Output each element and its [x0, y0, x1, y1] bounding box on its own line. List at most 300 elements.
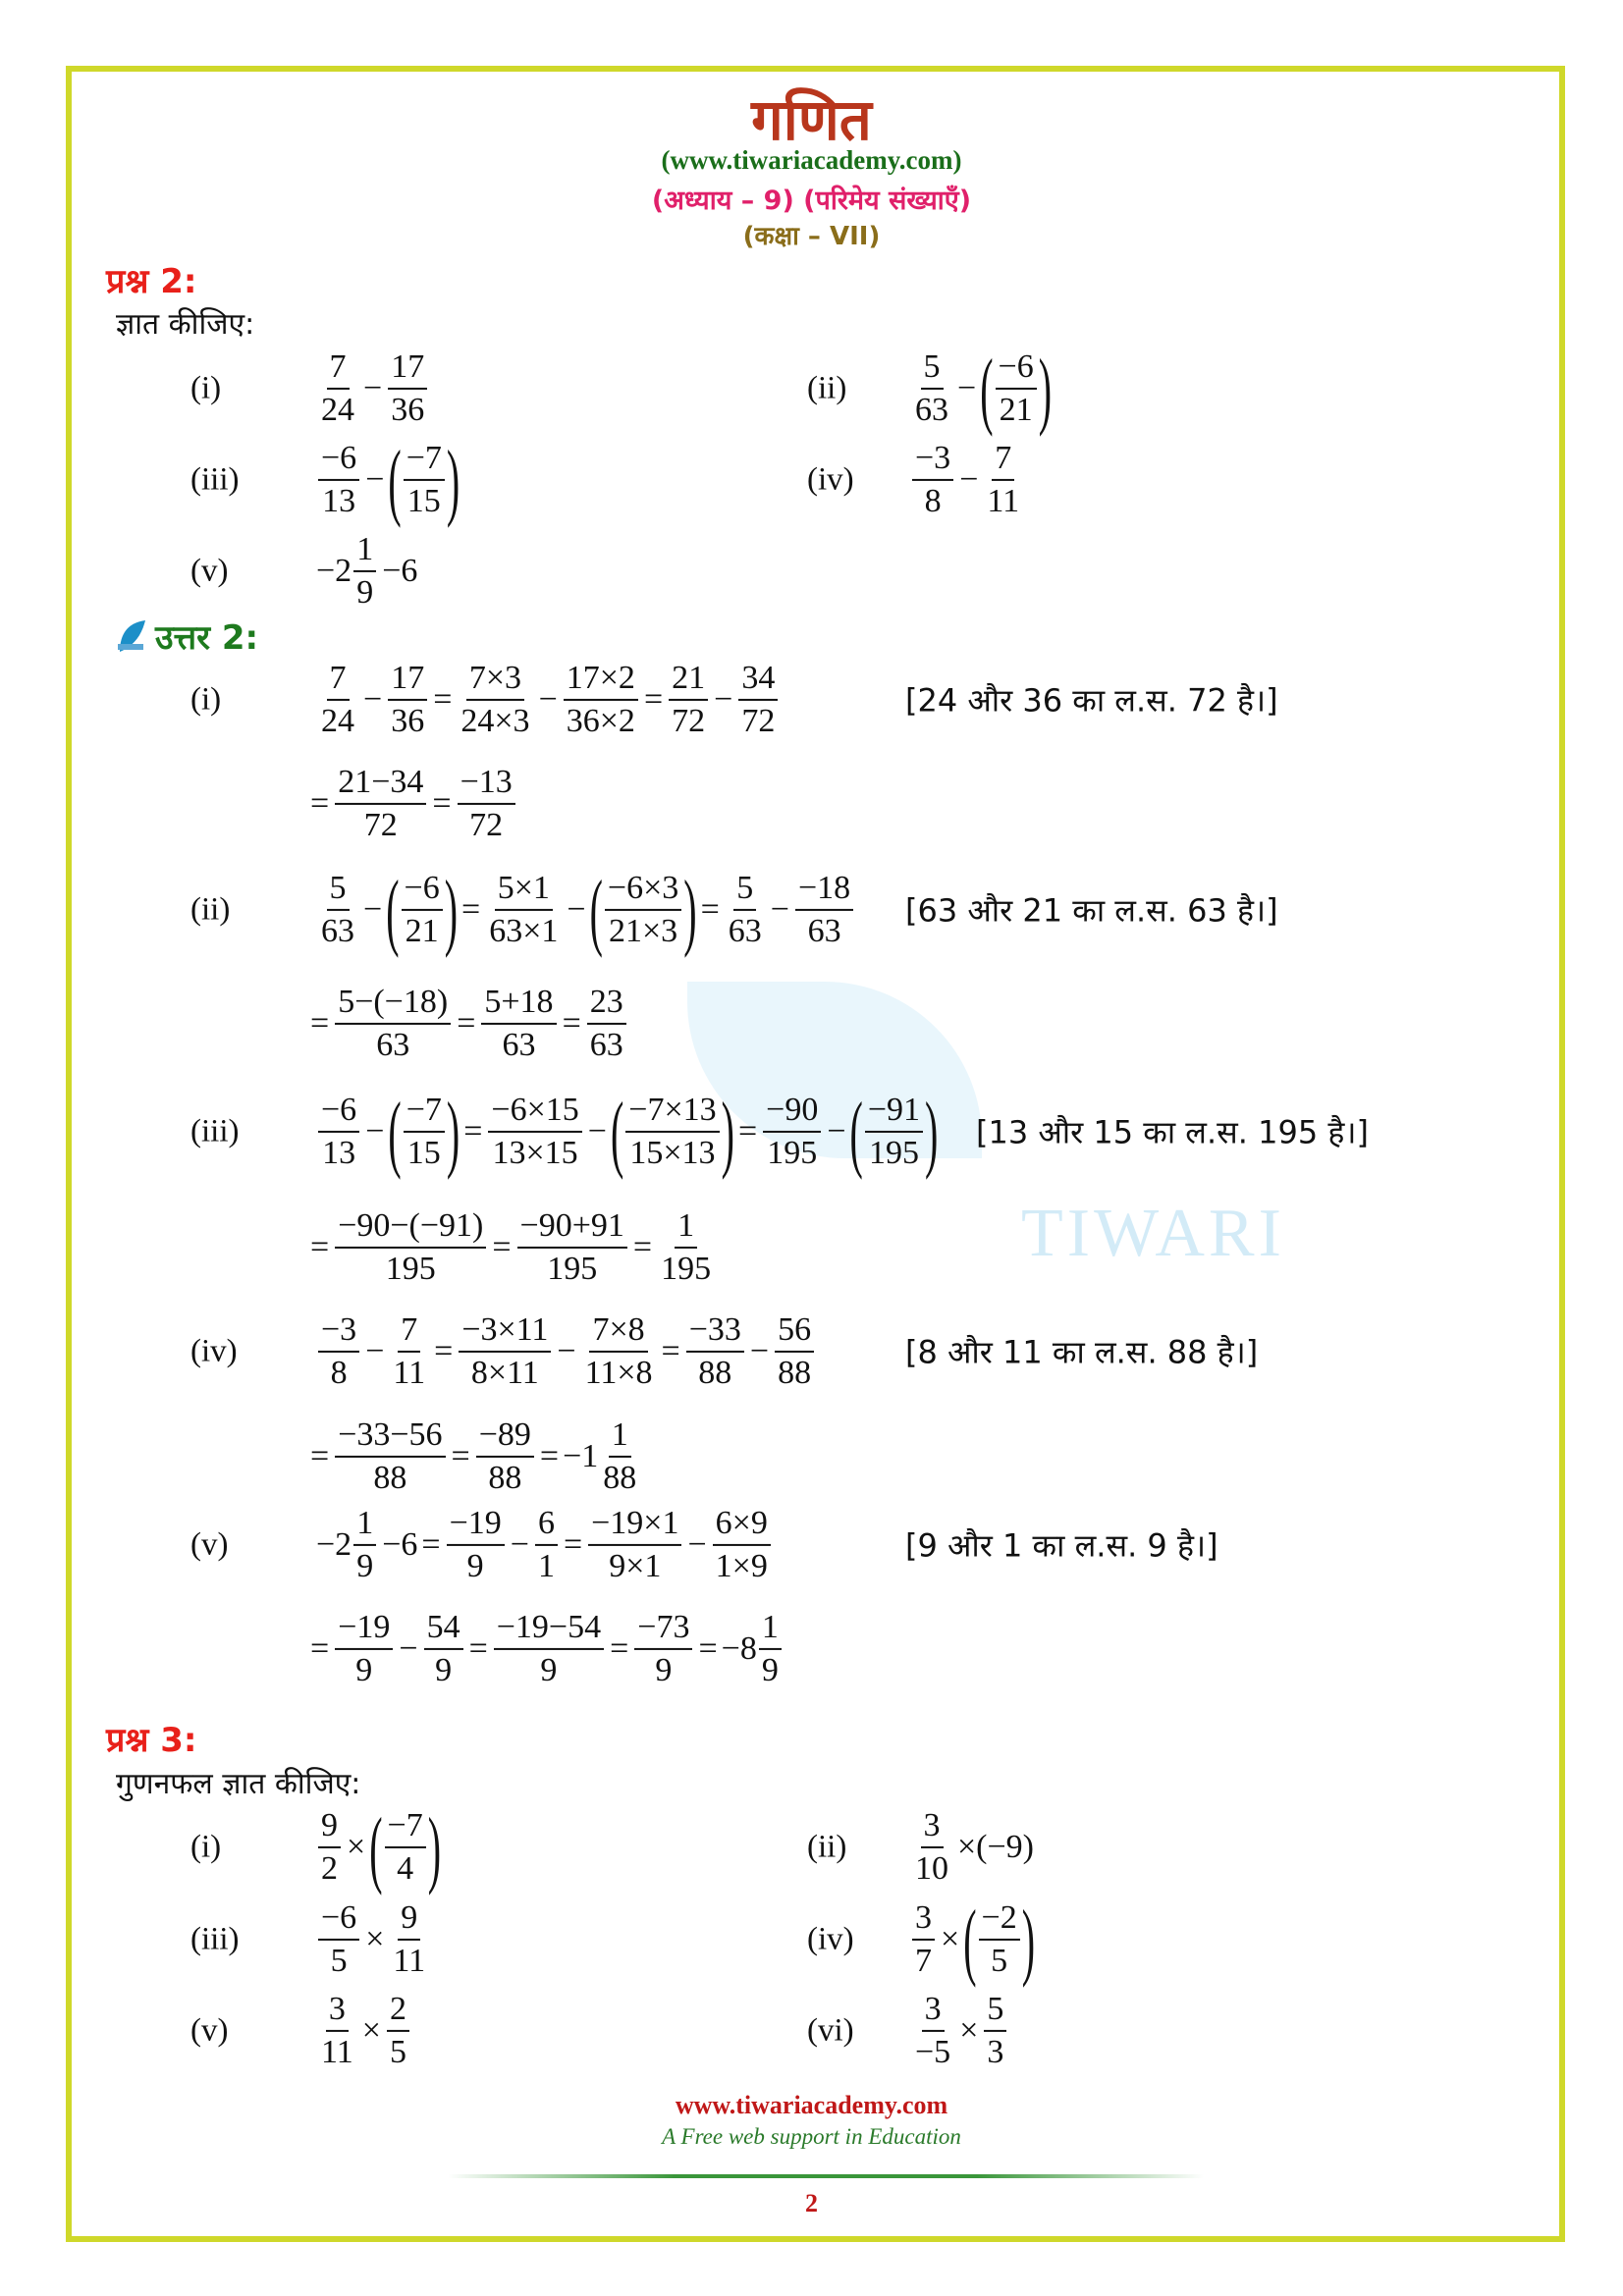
question-item-number: (v): [190, 553, 229, 589]
question-item: [316, 531, 417, 612]
math-operator: −: [827, 1113, 846, 1149]
numerator: 5: [984, 1991, 1006, 2032]
numerator: 1: [759, 1609, 782, 1650]
mixed-number: [316, 1505, 378, 1585]
denominator: −5: [915, 2034, 951, 2070]
fraction: [316, 1092, 361, 1172]
question-item: [316, 431, 460, 529]
numerator: 34: [738, 660, 778, 701]
math-expression: [316, 1899, 430, 1980]
parenthesized-fraction: [589, 861, 697, 959]
parenthesized-fraction: [369, 1798, 442, 1896]
parenthesized-fraction: [610, 1083, 734, 1181]
math-operator: −: [557, 1333, 576, 1369]
math-operator: =: [737, 1113, 758, 1149]
question-item: [910, 1891, 1036, 1989]
math-operator: =: [310, 1229, 330, 1265]
numerator: 5−(−18): [335, 984, 451, 1025]
denominator: 8: [924, 483, 942, 519]
fraction: [316, 348, 359, 429]
parenthesized-fraction: [388, 431, 460, 529]
numerator: 2: [387, 1991, 409, 2032]
fraction: [474, 1416, 536, 1497]
math-operator: =: [610, 1630, 629, 1667]
denominator: 88: [778, 1355, 812, 1391]
numerator: 7×8: [589, 1311, 647, 1353]
math-operator: =: [492, 1229, 512, 1265]
numerator: −73: [634, 1609, 692, 1650]
math-operator: ×(−9): [957, 1829, 1034, 1865]
numerator: −6×15: [488, 1092, 581, 1133]
denominator: 9: [356, 574, 374, 611]
question-item: [910, 1991, 1008, 2071]
denominator: 63: [807, 913, 841, 949]
math-operator: −6: [382, 1526, 418, 1563]
math-expression: [310, 1416, 641, 1497]
fraction: [486, 1092, 583, 1172]
fraction: [773, 1311, 816, 1392]
mixed-number: [563, 1416, 641, 1497]
numerator: −19−54: [494, 1609, 604, 1650]
numerator: 23: [587, 984, 626, 1025]
denominator: 11: [393, 1355, 426, 1391]
fraction: [711, 1505, 773, 1585]
numerator: 21: [669, 660, 708, 701]
denominator: 88: [698, 1355, 732, 1391]
math-expression: [310, 1609, 784, 1689]
math-operator: ×: [959, 2012, 979, 2049]
fraction: [333, 1609, 395, 1689]
numerator: 21−34: [335, 764, 426, 805]
answer-item-number: (iv): [190, 1333, 238, 1369]
left-paren: (: [388, 1083, 402, 1181]
denominator: 72: [741, 703, 776, 739]
denominator: 8×11: [470, 1355, 539, 1391]
math-operator: =: [457, 1005, 476, 1041]
math-operator: =: [451, 1438, 470, 1474]
left-paren: (: [963, 1891, 977, 1989]
question-item-number: (i): [190, 370, 222, 406]
denominator: 11: [987, 483, 1020, 519]
math-operator: =: [700, 891, 720, 928]
whole-part: −1: [563, 1438, 599, 1474]
math-operator: =: [433, 681, 453, 718]
fraction: [982, 440, 1024, 520]
denominator: 63: [728, 913, 762, 949]
question-item-number: (vi): [807, 2012, 854, 2049]
denominator: 5: [330, 1943, 348, 1979]
fraction: [386, 660, 429, 740]
fraction: [456, 764, 517, 844]
question-item-number: (v): [190, 2012, 229, 2049]
fraction: [456, 660, 534, 740]
right-paren: ): [721, 1083, 734, 1181]
denominator: 195: [767, 1135, 818, 1171]
fraction: [333, 1416, 447, 1497]
math-operator: −: [538, 681, 558, 718]
question-item-number: (iv): [807, 1921, 854, 1957]
denominator: 13×15: [492, 1135, 578, 1171]
denominator: 21: [999, 392, 1033, 428]
question-item: [316, 348, 429, 429]
question-item-number: (iii): [190, 1921, 240, 1957]
math-expression: [316, 1505, 773, 1585]
fraction: [585, 984, 628, 1064]
denominator: 11×8: [584, 1355, 653, 1391]
answer-line: [316, 1083, 939, 1181]
math-operator: −: [714, 681, 733, 718]
denominator: 3: [987, 2034, 1004, 2070]
denominator: 5: [389, 2034, 406, 2070]
math-expression: [316, 1083, 939, 1181]
numerator: −89: [476, 1416, 534, 1458]
math-operator: −: [363, 891, 383, 928]
class-label: (कक्षा – VII): [742, 222, 881, 251]
math-expression: [316, 431, 460, 529]
fraction: [598, 1416, 641, 1497]
denominator: 72: [672, 703, 706, 739]
denominator: 9: [355, 1652, 373, 1688]
denominator: 195: [661, 1251, 712, 1287]
fraction: [761, 1092, 823, 1172]
math-operator: −: [365, 1113, 385, 1149]
denominator: 9×1: [609, 1548, 662, 1584]
math-operator: =: [310, 1630, 330, 1667]
fraction: [515, 1207, 629, 1288]
fraction: [352, 1505, 378, 1585]
fraction: [385, 1991, 411, 2071]
fraction: [623, 1092, 721, 1172]
numerator: −3: [912, 440, 953, 481]
fraction: [667, 660, 710, 740]
fraction: [910, 1991, 955, 2071]
parenthesized-fraction: [849, 1083, 939, 1181]
right-paren: ): [446, 431, 460, 529]
math-operator: ×: [361, 2012, 381, 2049]
watermark-text: TIWARI: [1021, 1196, 1285, 1271]
denominator: 195: [385, 1251, 436, 1287]
answer-item-number: (i): [190, 681, 222, 718]
math-expression: [910, 1991, 1008, 2071]
math-operator: =: [434, 1333, 454, 1369]
numerator: −13: [458, 764, 515, 805]
left-paren: (: [369, 1798, 383, 1896]
fraction: [603, 870, 683, 950]
right-paren: ): [683, 861, 697, 959]
fraction: [757, 1609, 784, 1689]
numerator: −19×1: [588, 1505, 681, 1546]
denominator: 11: [321, 2034, 353, 2070]
numerator: 1: [353, 1505, 376, 1546]
denominator: 15: [406, 1135, 441, 1171]
parenthesized-fraction: [388, 1083, 460, 1181]
math-operator: −: [770, 891, 789, 928]
numerator: 1: [353, 531, 376, 572]
numerator: 6: [535, 1505, 558, 1546]
math-expression: [310, 764, 517, 844]
fraction: [484, 870, 563, 950]
fraction: [994, 348, 1039, 429]
fraction: [910, 348, 953, 429]
denominator: 1: [537, 1548, 555, 1584]
numerator: −6: [318, 1899, 359, 1941]
lcm-note: [63 और 21 का ल.स. 63 है।]: [905, 891, 1278, 930]
numerator: 17×2: [564, 660, 638, 701]
fraction: [316, 1311, 361, 1392]
fraction: [333, 984, 453, 1064]
fraction: [333, 1207, 488, 1288]
left-paren: (: [386, 861, 400, 959]
fraction: [316, 1899, 361, 1980]
math-operator: −: [365, 1333, 385, 1369]
question-item: [316, 1899, 430, 1980]
math-operator: −: [399, 1630, 418, 1667]
math-operator: =: [661, 1333, 680, 1369]
denominator: 9: [655, 1652, 673, 1688]
denominator: 15: [406, 483, 441, 519]
denominator: 63: [915, 392, 948, 428]
math-operator: ×: [347, 1829, 366, 1865]
math-expression: [316, 1798, 442, 1896]
denominator: 36: [391, 392, 425, 428]
fraction: [977, 1899, 1022, 1980]
fraction: [724, 870, 767, 950]
math-expression: [310, 1207, 716, 1288]
numerator: −19: [335, 1609, 393, 1650]
fraction: [316, 1807, 343, 1888]
fraction: [388, 1311, 430, 1392]
math-operator: =: [310, 1438, 330, 1474]
math-operator: =: [563, 1526, 583, 1563]
denominator: 63×1: [489, 913, 559, 949]
numerator: 1: [609, 1416, 631, 1458]
numerator: −3: [318, 1311, 359, 1353]
numerator: 9: [318, 1807, 341, 1848]
numerator: −3×11: [459, 1311, 551, 1353]
lcm-note: [13 और 15 का ल.स. 195 है।]: [976, 1113, 1369, 1151]
chapter-title: (अध्याय – 9) (परिमेय संख्याएँ): [651, 186, 972, 216]
mixed-number: [316, 531, 378, 612]
answer-line: [310, 984, 628, 1064]
answer-2-heading: [116, 614, 258, 659]
math-expression: [316, 1311, 816, 1392]
numerator: 5: [921, 348, 944, 390]
numerator: 7: [992, 440, 1014, 481]
math-operator: =: [310, 1005, 330, 1041]
numerator: 7: [327, 660, 350, 701]
math-operator: −: [687, 1526, 707, 1563]
right-paren: ): [925, 1083, 939, 1181]
numerator: −90+91: [517, 1207, 627, 1249]
numerator: −6: [318, 440, 359, 481]
denominator: 63: [502, 1027, 536, 1063]
answer-item-number: (v): [190, 1526, 229, 1563]
denominator: 63: [321, 913, 354, 949]
numerator: −33: [686, 1311, 744, 1353]
denominator: 9: [540, 1652, 558, 1688]
math-expression: [316, 531, 417, 612]
denominator: 13: [322, 1135, 356, 1171]
math-expression: [910, 340, 1053, 438]
fraction: [736, 660, 780, 740]
question-item: [316, 1991, 411, 2071]
fraction: [352, 531, 378, 612]
fraction: [479, 984, 558, 1064]
math-operator: =: [562, 1005, 581, 1041]
denominator: 7: [915, 1943, 932, 1979]
fraction: [402, 440, 447, 520]
answer-2-label: उत्तर 2:: [155, 618, 259, 658]
fraction: [863, 1092, 925, 1172]
fraction: [586, 1505, 683, 1585]
numerator: 54: [424, 1609, 463, 1650]
math-operator: −: [959, 461, 979, 498]
denominator: 88: [373, 1460, 407, 1496]
math-operator: =: [632, 1229, 653, 1265]
left-paren: (: [610, 1083, 624, 1181]
math-operator: =: [698, 1630, 718, 1667]
page-title: गणित: [751, 86, 872, 153]
numerator: −7: [404, 440, 445, 481]
denominator: 13: [322, 483, 356, 519]
math-operator: −: [957, 370, 977, 406]
page-number: 2: [805, 2189, 818, 2217]
numerator: 5×1: [495, 870, 553, 911]
math-expression: [316, 1991, 411, 2071]
math-operator: −: [567, 891, 586, 928]
footer-divider: [448, 2174, 1204, 2178]
whole-part: −2: [316, 553, 352, 589]
math-operator: =: [539, 1438, 560, 1474]
answer-line: [316, 1311, 816, 1392]
fraction: [656, 1207, 716, 1288]
fraction: [333, 764, 428, 844]
denominator: 15×13: [629, 1135, 716, 1171]
math-operator: −: [587, 1113, 607, 1149]
fraction: [316, 440, 361, 520]
fraction: [684, 1311, 746, 1392]
whole-part: −2: [316, 1526, 352, 1563]
numerator: 5: [733, 870, 756, 911]
answer-line: [310, 1207, 716, 1288]
right-paren: ): [1021, 1891, 1036, 1989]
footer-url[interactable]: www.tiwariacademy.com: [675, 2091, 948, 2119]
answer-line: [316, 1505, 773, 1585]
answer-line: [310, 764, 517, 844]
numerator: 7×3: [466, 660, 524, 701]
fraction: [982, 1991, 1008, 2071]
denominator: 21: [405, 913, 439, 949]
fraction: [402, 1092, 447, 1172]
fraction: [910, 1807, 953, 1888]
question-item: [910, 340, 1053, 438]
question-item-number: (i): [190, 1829, 222, 1865]
question-item: [910, 1807, 1034, 1888]
denominator: 5: [991, 1943, 1008, 1979]
denominator: 24: [321, 703, 354, 739]
numerator: −7: [385, 1807, 426, 1848]
numerator: −90−(−91): [335, 1207, 486, 1249]
denominator: 9: [435, 1652, 453, 1688]
question-item: [316, 1798, 442, 1896]
answer-line: [310, 1416, 641, 1497]
math-operator: −: [363, 370, 383, 406]
denominator: 195: [868, 1135, 919, 1171]
fraction: [386, 348, 429, 429]
fraction: [316, 660, 359, 740]
fraction: [910, 440, 955, 520]
math-operator: =: [432, 785, 452, 822]
fraction: [562, 660, 640, 740]
fraction: [457, 1311, 553, 1392]
denominator: 195: [547, 1251, 598, 1287]
math-operator: ×: [365, 1921, 385, 1957]
denominator: 9: [356, 1548, 374, 1584]
numerator: −91: [865, 1092, 923, 1133]
denominator: 36: [391, 703, 425, 739]
question-item-number: (ii): [807, 370, 847, 406]
mixed-number: [722, 1609, 784, 1689]
math-operator: =: [310, 785, 330, 822]
parenthesized-fraction: [963, 1891, 1036, 1989]
denominator: 63: [376, 1027, 410, 1063]
fraction: [632, 1609, 694, 1689]
left-paren: (: [388, 431, 402, 529]
math-operator: =: [421, 1526, 441, 1563]
question-3-heading: प्रश्न 3:: [106, 1721, 197, 1760]
denominator: 4: [397, 1850, 414, 1887]
math-operator: −6: [382, 553, 418, 589]
fraction: [445, 1505, 507, 1585]
denominator: 10: [915, 1850, 948, 1887]
denominator: 63: [589, 1027, 623, 1063]
math-operator: −: [749, 1333, 770, 1369]
math-operator: −: [365, 461, 385, 498]
fraction: [492, 1609, 606, 1689]
fraction: [383, 1807, 428, 1888]
left-paren: (: [589, 861, 603, 959]
numerator: 3: [912, 1899, 935, 1941]
numerator: 7: [327, 348, 350, 390]
math-expression: [316, 660, 780, 740]
denominator: 88: [488, 1460, 522, 1496]
parenthesized-fraction: [386, 861, 459, 959]
numerator: −2: [979, 1899, 1020, 1941]
denominator: 9: [466, 1548, 484, 1584]
answer-line: [316, 660, 780, 740]
fraction: [910, 1899, 937, 1980]
question-2-instruction: ज्ञात कीजिए:: [116, 307, 255, 342]
denominator: 21×3: [609, 913, 678, 949]
answer-item-number: (ii): [190, 891, 231, 928]
numerator: −18: [795, 870, 853, 911]
left-paren: (: [849, 1083, 863, 1181]
right-paren: ): [1038, 340, 1053, 438]
numerator: 5: [327, 870, 350, 911]
math-expression: [910, 1891, 1036, 1989]
fraction: [793, 870, 855, 950]
math-expression: [316, 348, 429, 429]
question-item: [910, 440, 1024, 520]
numerator: −7×13: [625, 1092, 719, 1133]
fraction: [316, 870, 359, 950]
site-url[interactable]: (www.tiwariacademy.com): [661, 145, 962, 175]
fraction: [400, 870, 445, 950]
denominator: 72: [469, 807, 504, 843]
footer-tagline: A Free web support in Education: [662, 2124, 961, 2149]
right-paren: ): [446, 1083, 460, 1181]
math-expression: [910, 1807, 1034, 1888]
